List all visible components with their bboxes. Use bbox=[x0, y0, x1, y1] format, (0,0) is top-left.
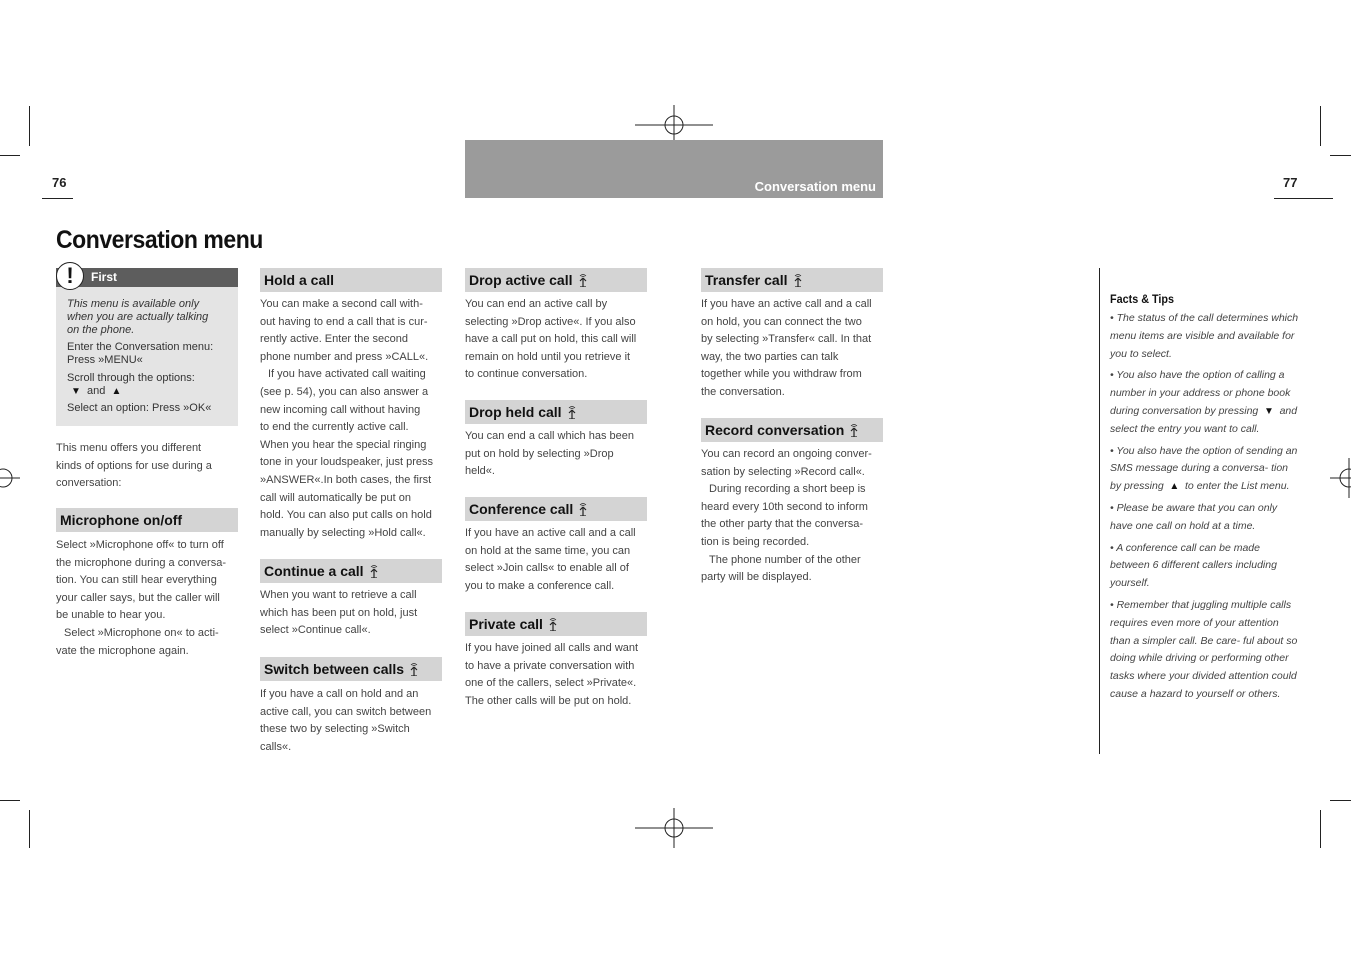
antenna-icon bbox=[547, 617, 559, 631]
page-title: Conversation menu bbox=[56, 226, 263, 254]
section-text-private: If you have joined all calls and want to have a private conversation with one of the callers, select »Private«. The other calls will be put on hold. bbox=[465, 642, 639, 707]
registration-mark-right bbox=[1328, 458, 1351, 498]
page-number-right: 77 bbox=[1283, 175, 1298, 190]
first-scroll: Scroll through the options: ▼ and ▲ bbox=[67, 372, 195, 397]
antenna-icon bbox=[408, 662, 420, 676]
antenna-icon bbox=[792, 273, 804, 287]
section-text-record: You can record an ongoing conver- sation by selecting »Record call«. During recording a short beep is heard every 10th second to inform the other party that the conversa- tion is being recorded. The phone number of the other party will be displayed. bbox=[701, 448, 872, 584]
section-heading-drop-held: Drop held call bbox=[465, 400, 647, 424]
section-text-hold: You can make a second call with- out having to end a call that is cur- rently active. Enter the second phone number and press »CALL«. If you have activated call waiting (see p. 54), you can also answer a new incoming call without having to end the currently active call. When you hear the special ringing tone in your loudspeaker, just press »ANSWER«.In both cases, the first call will automatically be put on hold. You can also put calls on hold manually by selecting »Hold call«. bbox=[260, 298, 434, 539]
section-heading-record: Record conversation bbox=[701, 418, 883, 442]
page-number-rule-left bbox=[42, 198, 73, 199]
first-label: First bbox=[91, 270, 118, 284]
crop-mark bbox=[1320, 106, 1321, 146]
crop-mark bbox=[0, 800, 20, 801]
antenna-icon bbox=[577, 273, 589, 287]
tips-divider bbox=[1099, 268, 1100, 754]
arrow-down-icon: ▼ bbox=[1261, 405, 1277, 417]
section-text-conference: If you have an active call and a call on hold at the same time, you can select »Join calls« to enable all of you to make a conference call. bbox=[465, 527, 636, 592]
first-select: Select an option: Press »OK« bbox=[67, 402, 212, 414]
tips-title: Facts & Tips bbox=[1110, 292, 1175, 306]
running-header bbox=[465, 140, 883, 198]
tips-text: • The status of the call determines which menu items are visible and available for you to select. • You also have the option of calling a number in your address or phone book during conversation by pressing ▼ and select the entry you want to call. • You also have the option of sending an SMS message during a conversa- tion by pressing ▲ to enter the List menu. • Please be aware that you can only have one call on hold at a time. • A conference call can be made between 6 different callers including yourself. • Remember that juggling multiple calls requires even more of your attention than a simpler call. Be care- ful about so doing while driving or performing other tasks where your divided attention could cause a hazard to yourself or others. bbox=[1110, 312, 1299, 700]
exclamation-icon: ! bbox=[56, 262, 84, 290]
antenna-icon bbox=[566, 405, 578, 419]
section-text-drop-active: You can end an active call by selecting »Drop active«. If you also have a call put on hold, this call will remain on hold until you retrieve it to continue conversation. bbox=[465, 298, 637, 381]
page-number-left: 76 bbox=[52, 175, 67, 190]
section-heading-hold: Hold a call bbox=[260, 268, 442, 292]
running-header-label: Conversation menu bbox=[754, 179, 876, 194]
section-heading-private: Private call bbox=[465, 612, 647, 636]
first-enter: Enter the Conversation menu: Press »MENU« bbox=[67, 341, 214, 366]
section-text-transfer: If you have an active call and a call on hold, you can connect the two by selecting »Transfer« call. In that way, the two parties can talk together while you withdraw from the conversation. bbox=[701, 298, 872, 398]
section-heading-drop-active: Drop active call bbox=[465, 268, 647, 292]
antenna-icon bbox=[368, 564, 380, 578]
antenna-icon bbox=[577, 502, 589, 516]
arrow-down-icon: ▼ bbox=[71, 386, 81, 397]
section-heading-conference: Conference call bbox=[465, 497, 647, 521]
section-heading-switch: Switch between calls bbox=[260, 657, 442, 681]
section-heading-microphone: Microphone on/off bbox=[56, 508, 238, 532]
section-text-continue: When you want to retrieve a call which has been put on hold, just select »Continue call«. bbox=[260, 589, 418, 637]
registration-mark-bottom bbox=[635, 808, 715, 848]
registration-mark-left bbox=[0, 458, 22, 498]
section-heading-transfer: Transfer call bbox=[701, 268, 883, 292]
crop-mark bbox=[29, 810, 30, 848]
crop-mark bbox=[1330, 800, 1351, 801]
section-text-drop-held: You can end a call which has been put on hold by selecting »Drop held«. bbox=[465, 430, 634, 478]
crop-mark bbox=[0, 155, 20, 156]
section-text-microphone: Select »Microphone off« to turn off the microphone during a conversa- tion. You can still hear everything your caller says, but the caller will be unable to hear you. Select »Microphone on« to acti- vate the microphone again. bbox=[56, 539, 226, 657]
arrow-up-icon: ▲ bbox=[111, 386, 122, 397]
arrow-up-icon: ▲ bbox=[1166, 481, 1183, 493]
crop-mark bbox=[1320, 810, 1321, 848]
antenna-icon bbox=[848, 423, 860, 437]
page-number-rule-right bbox=[1274, 198, 1333, 199]
section-text-switch: If you have a call on hold and an active call, you can switch between these two by selecting »Switch calls«. bbox=[260, 688, 432, 753]
registration-mark-top bbox=[635, 105, 715, 145]
first-note: This menu is available only when you are actually talking on the phone. bbox=[67, 298, 209, 336]
crop-mark bbox=[1330, 155, 1351, 156]
intro-text: This menu offers you different kinds of options for use during a conversation: bbox=[56, 442, 212, 490]
crop-mark bbox=[29, 106, 30, 146]
section-heading-continue: Continue a call bbox=[260, 559, 442, 583]
